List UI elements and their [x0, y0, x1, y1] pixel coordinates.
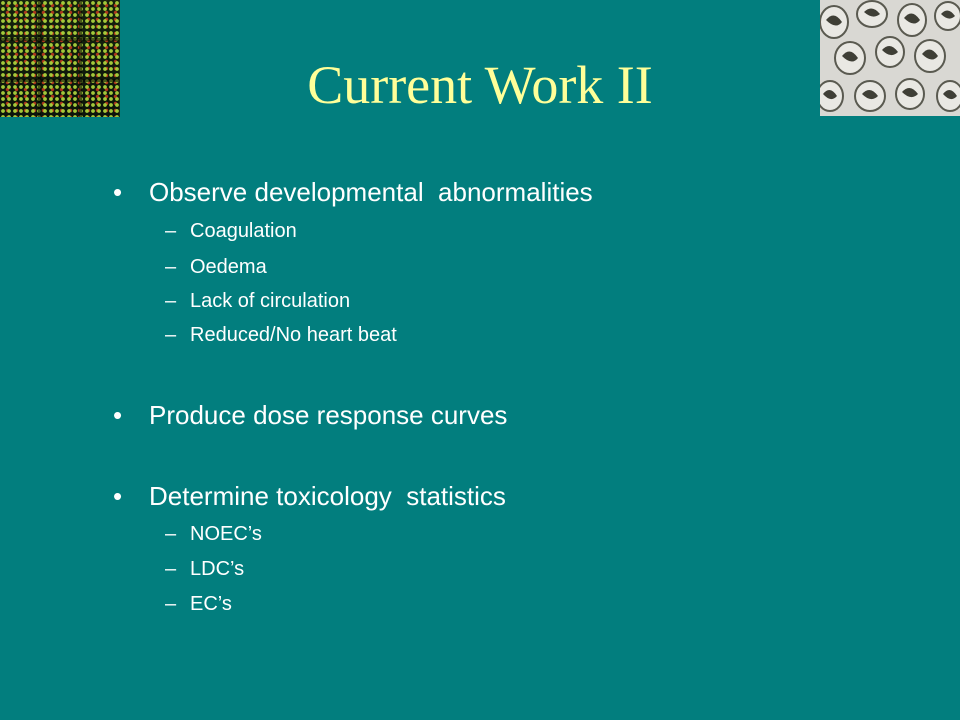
- sub-bullet-text: Coagulation: [190, 220, 297, 242]
- sub-bullet-marker: –: [165, 523, 177, 545]
- bullet-text: Produce dose response curves: [149, 400, 508, 430]
- sub-bullet-item: [165, 323, 397, 347]
- sub-bullet-item: [165, 219, 297, 243]
- sub-bullet-text: LDC’s: [190, 558, 245, 580]
- bullet-marker: •: [113, 400, 123, 430]
- slide-title: Current Work II: [307, 55, 653, 115]
- sub-bullet-item: [165, 592, 232, 616]
- bullet-item: [113, 177, 593, 207]
- bullet-item: [113, 481, 506, 511]
- sub-bullet-item: [165, 255, 267, 279]
- sub-bullet-text: Oedema: [190, 256, 267, 278]
- sub-bullet-item: [165, 557, 244, 581]
- sub-bullet-text: Lack of circulation: [190, 290, 351, 312]
- bullet-marker: •: [113, 481, 123, 511]
- sub-bullet-marker: –: [165, 593, 177, 615]
- bullet-text: Observe developmental abnormalities: [149, 177, 593, 207]
- sub-bullet-item: [165, 289, 350, 313]
- sub-bullet-marker: –: [165, 324, 177, 346]
- sub-bullet-text: NOEC’s: [190, 523, 262, 545]
- bullet-text: Determine toxicology statistics: [149, 481, 506, 511]
- sub-bullet-text: EC’s: [190, 593, 232, 615]
- bullet-marker: •: [113, 177, 123, 207]
- bullet-item: [113, 400, 507, 430]
- sub-bullet-text: Reduced/No heart beat: [190, 324, 397, 346]
- sub-bullet-marker: –: [165, 220, 177, 242]
- sub-bullet-marker: –: [165, 290, 177, 312]
- sub-bullet-marker: –: [165, 256, 177, 278]
- sub-bullet-item: [165, 522, 262, 546]
- sub-bullet-marker: –: [165, 558, 177, 580]
